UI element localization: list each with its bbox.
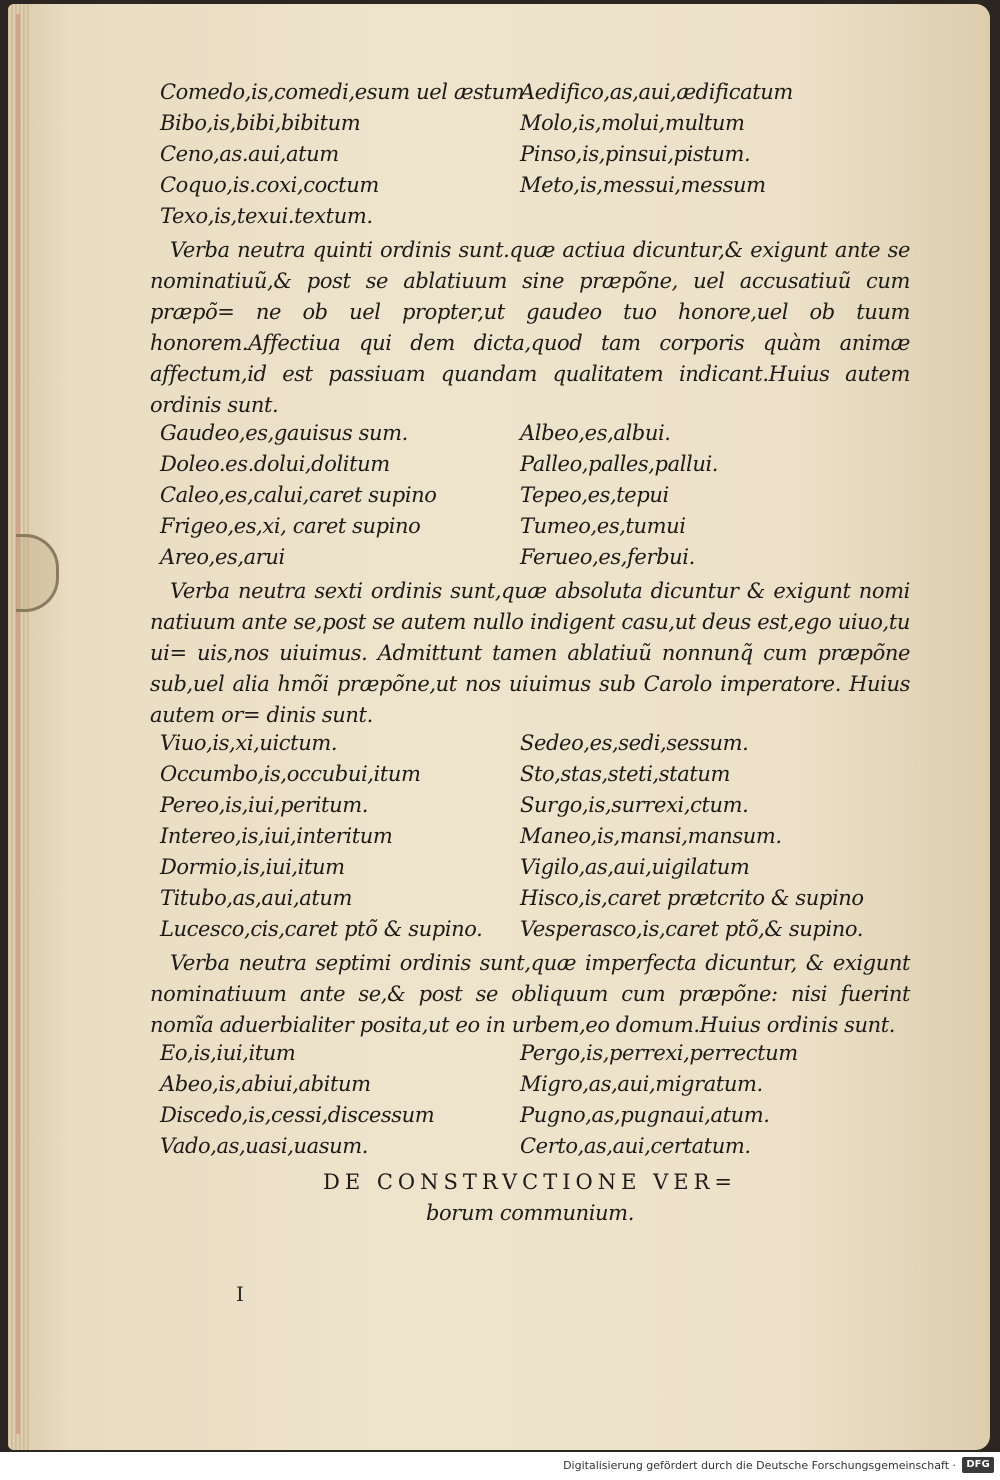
section-heading: DE CONSTRVCTIONE VER=	[323, 1170, 737, 1194]
red-edge	[16, 14, 20, 1434]
verb-row	[150, 514, 910, 545]
verb-row	[150, 1072, 910, 1103]
verb-row	[150, 421, 910, 452]
verb-entry-left: Areo,es,arui	[160, 545, 285, 569]
verb-entry-left: Vado,as,uasi,uasum.	[160, 1134, 369, 1158]
verb-row	[150, 1103, 910, 1134]
verb-row	[150, 173, 910, 204]
signature-mark: I	[236, 1282, 244, 1306]
paragraph-sexti-text: Verba neutra sexti ordinis sunt,quæ absoluta dicuntur & exigunt nomi natiuum ante se,post se autem nullo indigent casu,ut deus est,ego uiuo,tu ui= uis,nos uiuimus. Admittunt tamen ablatiuũ nonnunq̃ cum præpõne sub,uel alia hmõi præpõne,ut nos uiuimus sub Carolo imperatore. Huius autem or= dinis sunt.	[150, 579, 910, 727]
paragraph-septimi-text: Verba neutra septimi ordinis sunt,quæ imperfecta dicuntur, & exigunt nominatiuum ante se,& post se obliquum cum præpõne: nisi fuerint nomĩa aduerbialiter posita,ut eo in urbem,eo domum.Huius ordinis sunt.	[150, 951, 910, 1037]
verb-entry-left: Abeo,is,abiui,abitum	[160, 1072, 371, 1096]
verb-entry-left: Pereo,is,iui,peritum.	[160, 793, 368, 817]
verb-entry-right: Palleo,palles,pallui.	[520, 452, 719, 476]
footer-credit: Digitalisierung gefördert durch die Deutsche Forschungsgemeinschaft ·	[563, 1459, 956, 1472]
verb-entry-right: Ferueo,es,ferbui.	[520, 545, 695, 569]
verb-entry-right: Meto,is,messui,messum	[520, 173, 766, 197]
verb-list-1	[150, 80, 910, 235]
paragraph-septimi-ordinis	[150, 948, 910, 1041]
verb-entry-right: Hisco,is,caret prætcrito & supino	[520, 886, 864, 910]
verb-entry-right: Vesperasco,is,caret ptõ,& supino.	[520, 917, 864, 941]
verb-entry-right: Sto,stas,steti,statum	[520, 762, 731, 786]
verb-entry-left: Lucesco,cis,caret ptõ & supino.	[160, 917, 483, 941]
paragraph-sexti-ordinis	[150, 576, 910, 731]
verb-row	[150, 824, 910, 855]
paragraph-quinti-ordinis	[150, 235, 910, 421]
verb-entry-right: Tumeo,es,tumui	[520, 514, 686, 538]
verb-entry-right: Vigilo,as,aui,uigilatum	[520, 855, 750, 879]
verb-entry-left: Gaudeo,es,gauisus sum.	[160, 421, 408, 445]
verb-entry-right: Surgo,is,surrexi,ctum.	[520, 793, 749, 817]
verb-row	[150, 483, 910, 514]
verb-entry-left: Dormio,is,iui,itum	[160, 855, 345, 879]
verb-entry-right: Albeo,es,albui.	[520, 421, 671, 445]
verb-entry-left: Comedo,is,comedi,esum uel æstum	[160, 80, 525, 104]
verb-entry-right: Sedeo,es,sedi,sessum.	[520, 731, 749, 755]
paragraph-quinti-text: Verba neutra quinti ordinis sunt.quæ actiua dicuntur,& exigunt ante se nominatiuũ,& post se ablatiuum sine præpõne, uel accusatiuũ cum præpõ= ne ob uel propter,ut gaudeo tuo honore,uel ob tuum honorem.Affectiua qui dem dicta,quod tam corporis quàm animæ affectum,id est passiuam quandam qualitatem indicant.Huius autem ordinis sunt.	[150, 238, 910, 417]
verb-row	[150, 1134, 910, 1165]
verb-entry-right: Tepeo,es,tepui	[520, 483, 669, 507]
verb-row	[150, 855, 910, 886]
verb-entry-left: Occumbo,is,occubui,itum	[160, 762, 421, 786]
verb-entry-right: Pinso,is,pinsui,pistum.	[520, 142, 751, 166]
verb-entry-left: Intereo,is,iui,interitum	[160, 824, 393, 848]
verb-entry-left: Frigeo,es,xi, caret supino	[160, 514, 421, 538]
verb-entry-right: Pugno,as,pugnaui,atum.	[520, 1103, 770, 1127]
verb-row	[150, 793, 910, 824]
verb-row	[150, 1041, 910, 1072]
verb-entry-left: Doleo.es.dolui,dolitum	[160, 452, 390, 476]
page-text	[150, 80, 910, 1229]
verb-row	[150, 731, 910, 762]
verb-list-4	[150, 1041, 910, 1165]
verb-entry-right: Maneo,is,mansi,mansum.	[520, 824, 782, 848]
dfg-logo-icon[interactable]: DFG	[962, 1457, 994, 1473]
verb-entry-left: Texo,is,texui.textum.	[160, 204, 373, 228]
verb-row	[150, 545, 910, 576]
section-heading-line2: borum communium.	[426, 1201, 634, 1225]
verb-row	[150, 142, 910, 173]
verb-entry-right: Certo,as,aui,certatum.	[520, 1134, 751, 1158]
verb-entry-right: Aedifico,as,aui,ædificatum	[520, 80, 793, 104]
verb-entry-right: Migro,as,aui,migratum.	[520, 1072, 763, 1096]
verb-list-2	[150, 421, 910, 576]
verb-entry-right: Pergo,is,perrexi,perrectum	[520, 1041, 798, 1065]
verb-row	[150, 111, 910, 142]
verb-entry-left: Discedo,is,cessi,discessum	[160, 1103, 435, 1127]
verb-row	[150, 452, 910, 483]
verb-entry-left: Coquo,is.coxi,coctum	[160, 173, 379, 197]
book-clasp	[16, 534, 59, 612]
verb-entry-left: Titubo,as,aui,atum	[160, 886, 353, 910]
verb-row	[150, 886, 910, 917]
footer-bar	[0, 1452, 1000, 1480]
verb-row	[150, 762, 910, 793]
verb-entry-left: Caleo,es,calui,caret supino	[160, 483, 437, 507]
verb-row	[150, 80, 910, 111]
verb-entry-left: Ceno,as.aui,atum	[160, 142, 339, 166]
verb-list-3	[150, 731, 910, 948]
verb-entry-left: Bibo,is,bibi,bibitum	[160, 111, 361, 135]
verb-row	[150, 917, 910, 948]
verb-entry-left: Eo,is,iui,itum	[160, 1041, 296, 1065]
verb-row	[150, 204, 910, 235]
verb-entry-left: Viuo,is,xi,uictum.	[160, 731, 338, 755]
verb-entry-right: Molo,is,molui,multum	[520, 111, 745, 135]
